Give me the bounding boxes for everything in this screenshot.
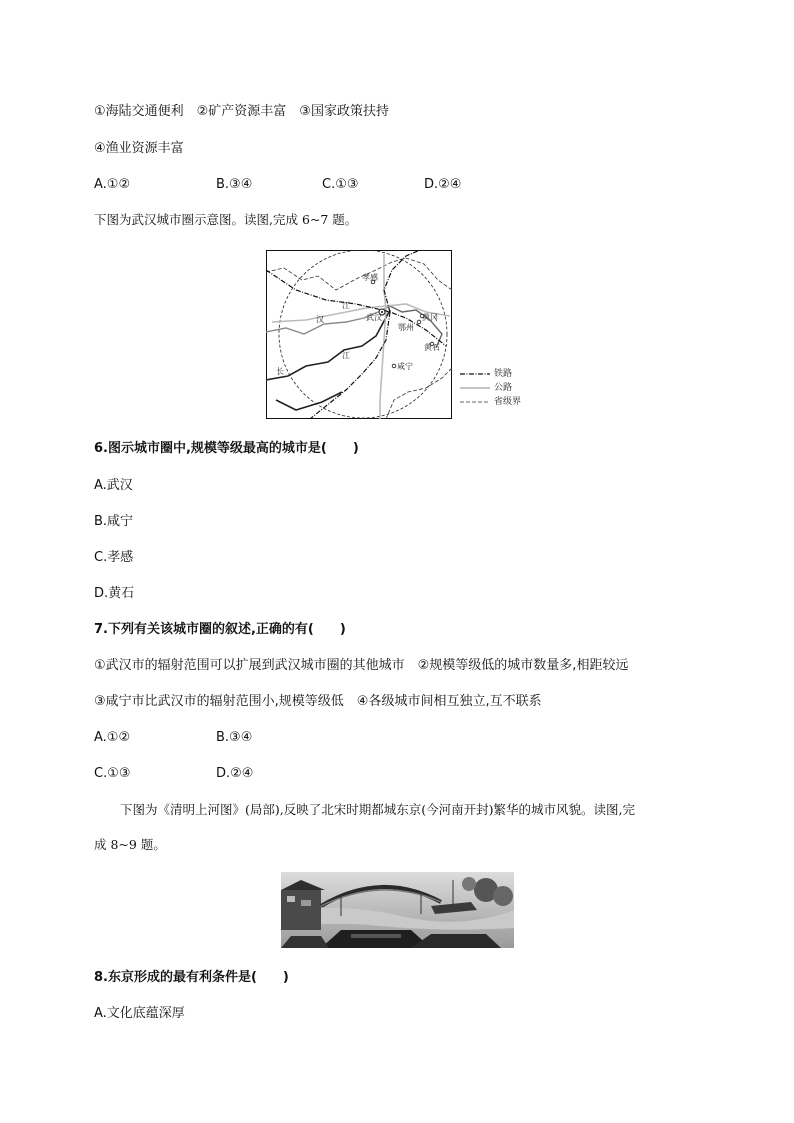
q6-choice-b: B.咸宁 — [94, 514, 134, 529]
q8-stem: 8.东京形成的最有利条件是( ) — [94, 970, 289, 985]
q5-choice-c: C.①③ — [322, 177, 359, 192]
legend-symbols — [458, 368, 492, 412]
map-label-jiang-2: 江 — [342, 351, 350, 360]
wuhan-city-circle-map — [266, 250, 452, 419]
q6-choice-c: C.孝感 — [94, 550, 134, 565]
q7-choice-b: B.③④ — [216, 730, 253, 745]
map-label-wuhan: 武汉 — [366, 313, 382, 322]
q7-choice-c: C.①③ — [94, 766, 131, 781]
q5-options-line1: ①海陆交通便利 ②矿产资源丰富 ③国家政策扶持 — [94, 104, 389, 119]
map-label-huangshi: 黄石 — [424, 343, 440, 352]
q7-items-line1: ①武汉市的辐射范围可以扩展到武汉城市圈的其他城市 ②规模等级低的城市数量多,相距较远 — [94, 658, 629, 673]
map-label-xianning: 咸宁 — [397, 362, 413, 371]
q5-options-line2: ④渔业资源丰富 — [94, 141, 184, 156]
map-label-chang: 长 — [276, 367, 284, 376]
q6-choice-a: A.武汉 — [94, 478, 133, 493]
q7-choice-d: D.②④ — [216, 766, 254, 781]
intro-8-9-line1: 下图为《清明上河图》(局部),反映了北宋时期都城东京(今河南开封)繁华的城市风貌。读图,完 — [120, 802, 635, 817]
q7-choice-a: A.①② — [94, 730, 131, 745]
ezhou-marker — [417, 320, 421, 324]
qingming-painting-image — [281, 872, 514, 948]
q5-choice-d: D.②④ — [424, 177, 462, 192]
map-label-jiang-1: 江 — [342, 301, 350, 310]
q6-stem: 6.图示城市圈中,规模等级最高的城市是( ) — [94, 441, 359, 456]
q7-stem: 7.下列有关该城市圈的叙述,正确的有( ) — [94, 622, 346, 637]
map-label-han: 汉 — [316, 315, 324, 324]
map-label-ezhou: 鄂州 — [398, 323, 414, 332]
xianning-marker — [392, 364, 396, 368]
q5-choice-b: B.③④ — [216, 177, 253, 192]
legend-boundary-label: 省级界 — [494, 397, 522, 407]
legend-railway-label: 铁路 — [494, 369, 513, 379]
legend-highway-label: 公路 — [494, 383, 513, 393]
map-legend — [458, 368, 548, 412]
intro-8-9-line2: 成 8~9 题。 — [94, 837, 166, 852]
intro-6-7: 下图为武汉城市圈示意图。读图,完成 6~7 题。 — [94, 212, 358, 227]
q5-choice-a: A.①② — [94, 177, 131, 192]
map-label-huanggang: 黄冈 — [422, 313, 438, 322]
q6-choice-d: D.黄石 — [94, 586, 135, 601]
q8-choice-a: A.文化底蕴深厚 — [94, 1006, 185, 1021]
map-label-xiaogan: 孝感 — [362, 273, 378, 282]
q7-items-line2: ③咸宁市比武汉市的辐射范围小,规模等级低 ④各级城市间相互独立,互不联系 — [94, 694, 542, 709]
